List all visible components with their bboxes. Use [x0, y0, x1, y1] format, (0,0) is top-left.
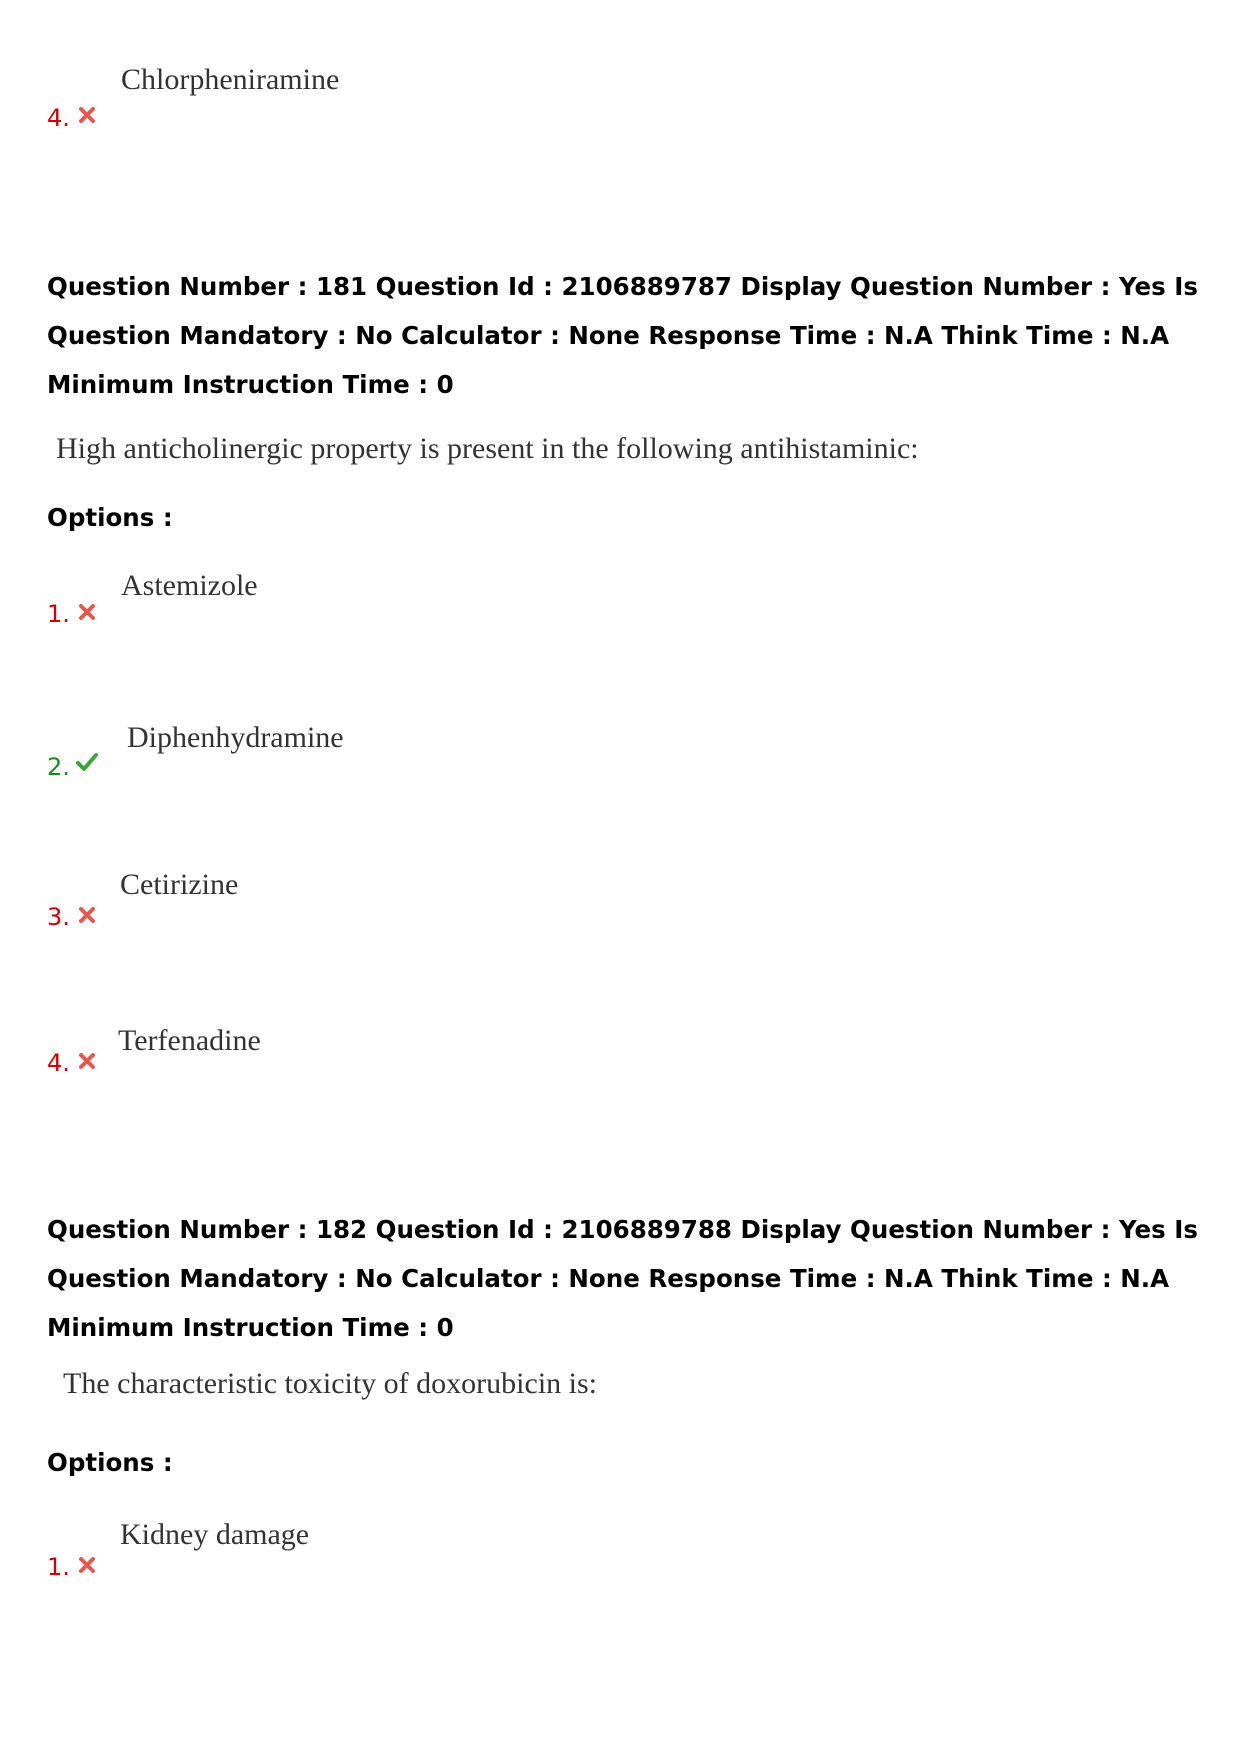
option-text: Kidney damage: [120, 1518, 310, 1551]
option-text: Cetirizine: [120, 868, 239, 901]
cross-icon: [78, 1556, 96, 1574]
option-number: 1.: [47, 1553, 70, 1581]
check-icon: [76, 752, 98, 772]
option-number: 2.: [47, 753, 70, 781]
cross-icon: [78, 106, 96, 124]
option-text: Terfenadine: [118, 1024, 261, 1057]
cross-icon: [78, 906, 96, 924]
options-label: Options :: [47, 1448, 173, 1477]
option-text: Diphenhydramine: [127, 721, 344, 754]
cross-icon: [78, 603, 96, 621]
option-number: 1.: [47, 600, 70, 628]
option-text: Chlorpheniramine: [121, 63, 340, 96]
question-meta: Question Number : 182 Question Id : 2106889788 Display Question Number : Yes Is Question Mandatory : No Calculator : None Response Time : N.A Think Time : N.A Minimum Instruction Time : 0: [47, 1215, 1198, 1342]
option-number: 4.: [47, 104, 70, 132]
options-label: Options :: [47, 503, 173, 532]
question-meta: Question Number : 181 Question Id : 2106889787 Display Question Number : Yes Is Question Mandatory : No Calculator : None Response Time : N.A Think Time : N.A Minimum Instruction Time : 0: [47, 272, 1198, 399]
cross-icon: [78, 1052, 96, 1070]
option-number: 3.: [47, 903, 70, 931]
option-number: 4.: [47, 1049, 70, 1077]
question-text: High anticholinergic property is present in the following antihistaminic:: [56, 432, 919, 465]
option-text: Astemizole: [121, 569, 258, 602]
question-text: The characteristic toxicity of doxorubicin is:: [63, 1367, 597, 1400]
